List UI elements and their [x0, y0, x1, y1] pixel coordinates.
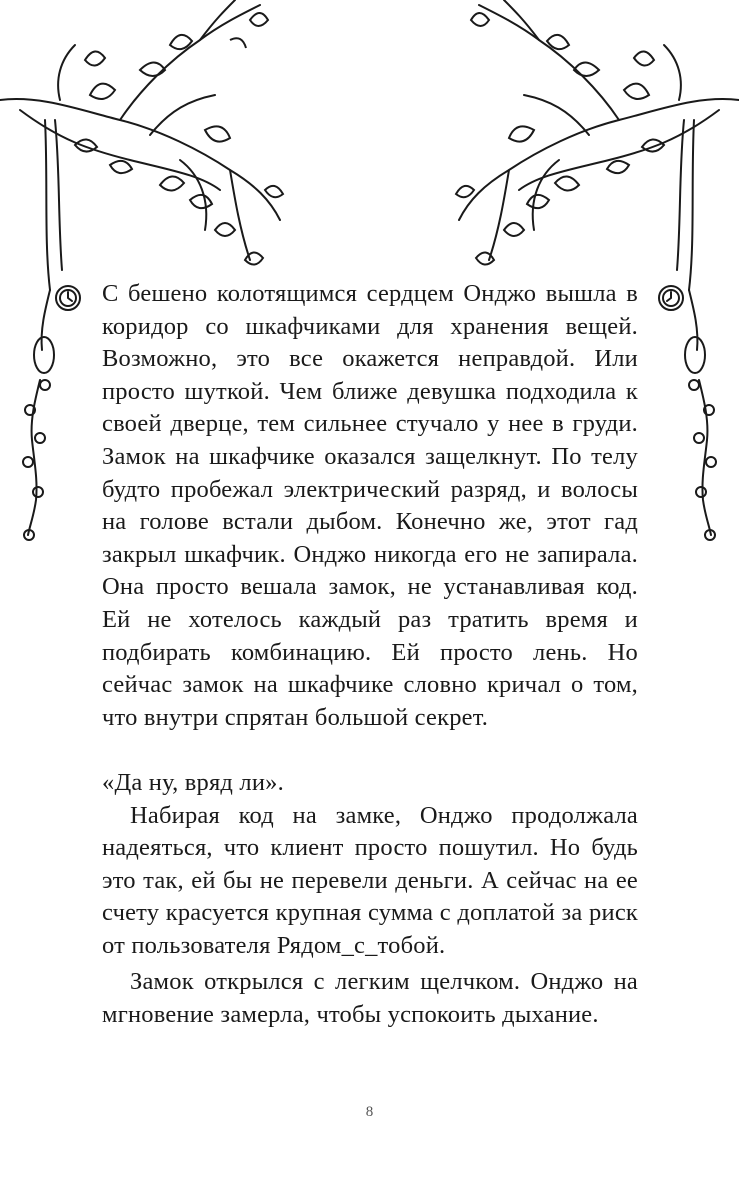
body-text [102, 278, 638, 1032]
paragraph-quote: «Да ну, вряд ли». [102, 768, 284, 796]
paragraph: С бешено колотящимся сердцем Онджо вышла в коридор со шкафчиками для хранения вещей. Возможно, это все окажется неправдой. Или просто шуткой. Чем ближе девушка подходила к своей дверце, тем сильнее стучало у нее в груди. Замок на шкафчике оказался защелкнут. По телу будто пробежал электрический разряд, и волосы на голове встали дыбом. Конечно же, этот гад закрыл шкафчик. Онджо никогда его не запирала. Она просто вешала замок, не устанавливая код. Ей не хотелось каждый раз тратить время и подбирать комбинацию. Ей просто лень. Но сейчас замок на шкафчике словно кричал о том, что внутри спрятан большой секрет. [102, 280, 638, 731]
paragraph: Набирая код на замке, Онджо продолжала надеяться, что клиент просто пошутил. Но будь это так, ей бы не перевели деньги. А сейчас на ее счету красуется крупная сумма с доплатой за риск от пользователя Рядом_с_тобой. [102, 801, 638, 959]
page-number: 8 [365, 1104, 374, 1120]
paragraph: Замок открылся с легким щелчком. Онджо на мгновение замерла, чтобы успокоить дыхание. [102, 968, 638, 1029]
